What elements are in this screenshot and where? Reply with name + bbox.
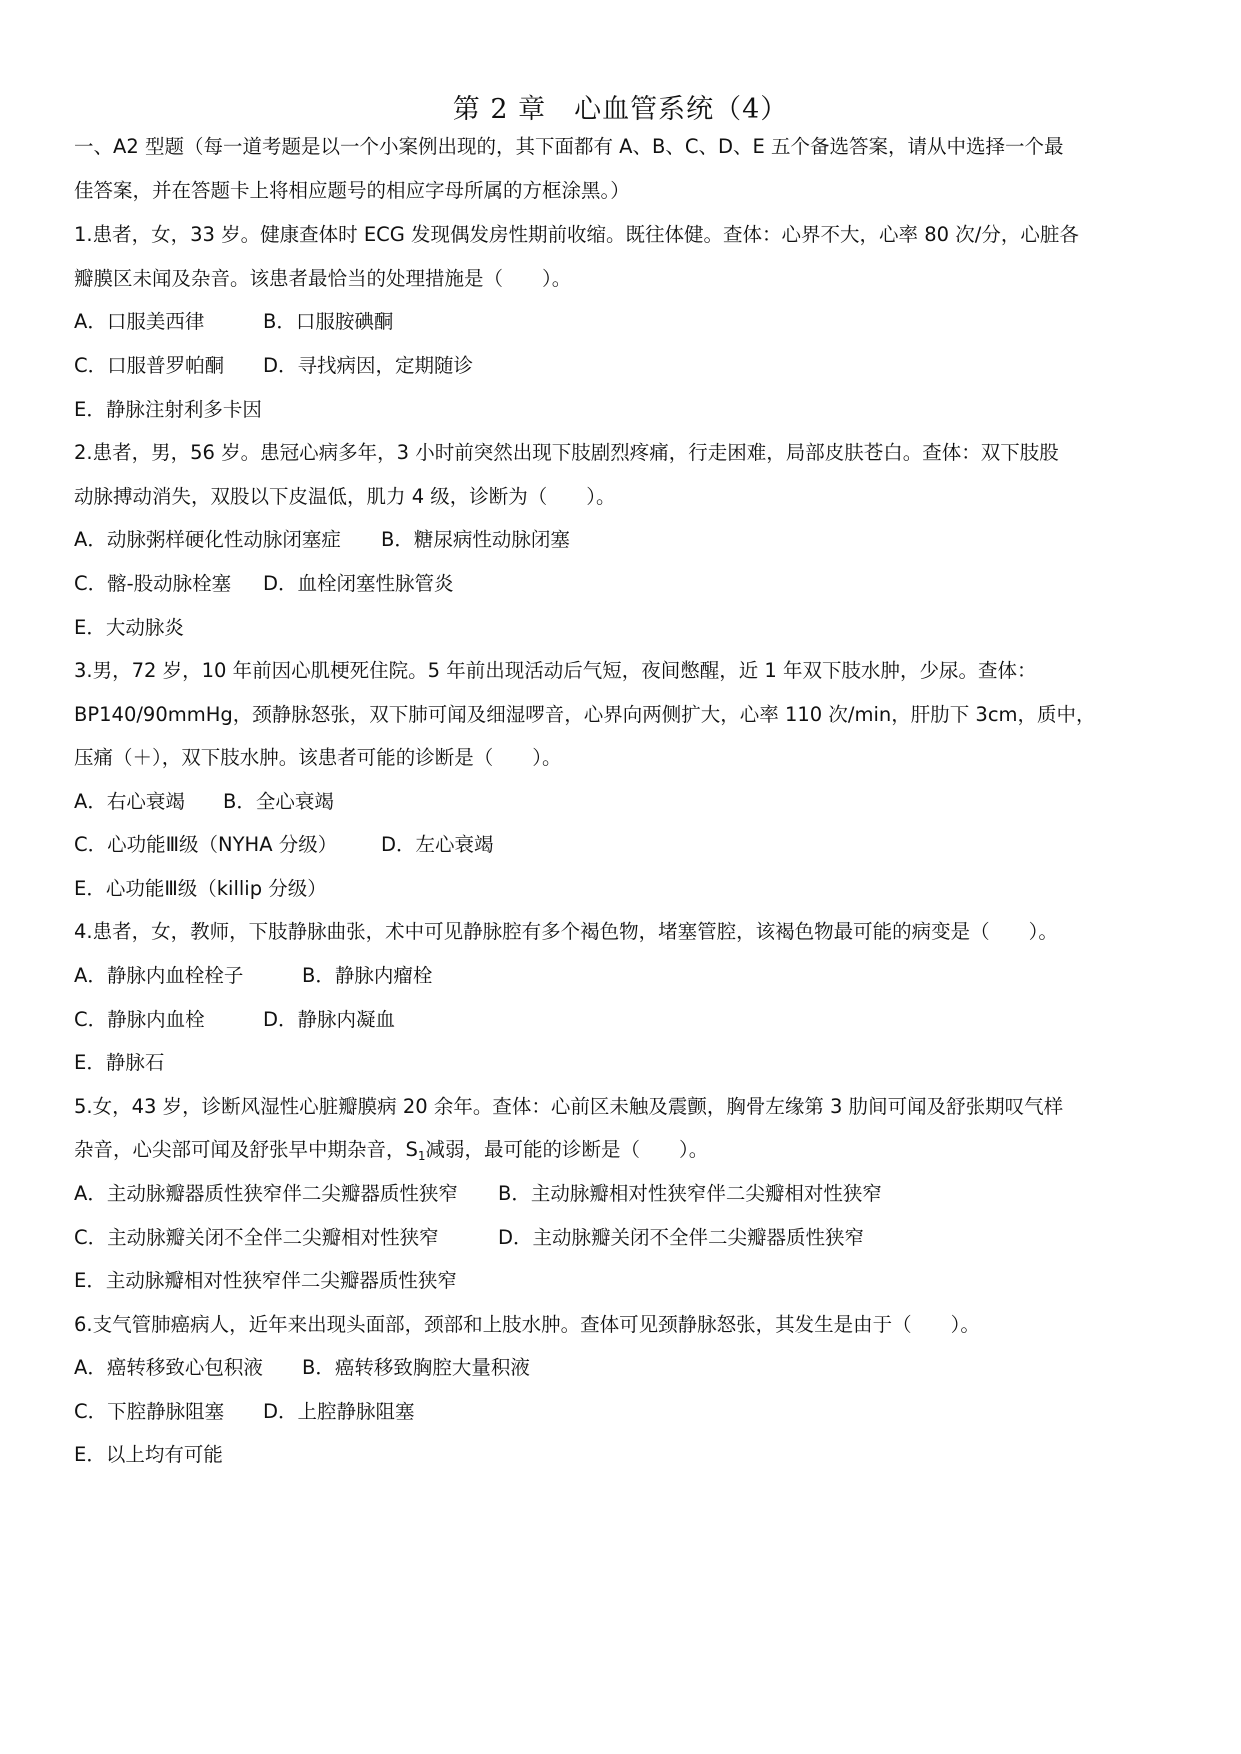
question-6-option-row [74, 1441, 223, 1469]
question-4-option-a: A．静脉内血栓栓子 [74, 964, 244, 987]
question-1-option-c: C．口服普罗帕酮 [74, 354, 225, 377]
question-2-option-a: A．动脉粥样硬化性动脉闭塞症 [74, 528, 341, 551]
question-4-option-row [74, 962, 433, 990]
question-6-option-row [74, 1354, 530, 1382]
question-3-option-b: B．全心衰竭 [223, 790, 334, 813]
question-3-option-row [74, 831, 494, 859]
instructions-line-2: 佳答案，并在答题卡上将相应题号的相应字母所属的方框涂黑。） [74, 179, 630, 202]
question-6-option-e: E．以上均有可能 [74, 1443, 223, 1466]
question-2-option-b: B．糖尿病性动脉闭塞 [381, 528, 570, 551]
question-5-option-a: A．主动脉瓣器质性狭窄伴二尖瓣器质性狭窄 [74, 1182, 458, 1205]
question-1-option-row [74, 352, 474, 380]
question-2-option-d: D．血栓闭塞性脉管炎 [263, 572, 454, 595]
question-3-option-d: D．左心衰竭 [381, 833, 494, 856]
question-4-option-c: C．静脉内血栓 [74, 1008, 205, 1031]
question-1-option-a: A．口服美西律 [74, 310, 205, 333]
question-3-option-row [74, 788, 334, 816]
question-5-option-row [74, 1180, 882, 1208]
question-5-option-b: B．主动脉瓣相对性狭窄伴二尖瓣相对性狭窄 [498, 1182, 882, 1205]
question-3-option-row [74, 875, 327, 903]
question-4-stem-line-1: 4.患者，女，教师，下肢静脉曲张，术中可见静脉腔有多个褐色物，堵塞管腔，该褐色物最可能的病变是（ ）。 [74, 920, 1058, 943]
question-1-stem-line-2: 瓣膜区未闻及杂音。该患者最恰当的处理措施是（ ）。 [74, 267, 572, 290]
question-6-stem-line-1: 6.支气管肺癌病人，近年来出现头面部，颈部和上肢水肿。查体可见颈静脉怒张，其发生是由于（ ）。 [74, 1313, 980, 1336]
question-5-option-c: C．主动脉瓣关闭不全伴二尖瓣相对性狭窄 [74, 1226, 439, 1249]
question-5-stem-text-a: 杂音，心尖部可闻及舒张早中期杂音， [74, 1138, 406, 1161]
question-4-option-row [74, 1049, 164, 1077]
question-5-stem-line-2 [74, 1136, 708, 1164]
question-2-stem-line-1: 2.患者，男，56 岁。患冠心病多年，3 小时前突然出现下肢剧烈疼痛，行走困难，局部皮肤苍白。查体：双下肢股 [74, 441, 1059, 464]
question-1-stem-line-1: 1.患者，女，33 岁。健康查体时 ECG 发现偶发房性期前收缩。既往体健。查体：心界不大，心率 80 次/分，心脏各 [74, 223, 1079, 246]
question-6-option-d: D．上腔静脉阻塞 [263, 1400, 415, 1423]
question-3-option-e: E．心功能Ⅲ级（killip 分级） [74, 877, 327, 900]
question-2-stem-line-2: 动脉搏动消失，双股以下皮温低，肌力 4 级，诊断为（ ）。 [74, 485, 616, 508]
question-2-option-row [74, 526, 570, 554]
question-6-option-c: C．下腔静脉阻塞 [74, 1400, 225, 1423]
question-1-option-row [74, 396, 262, 424]
instructions-line-1: 一、A2 型题（每一道考题是以一个小案例出现的，其下面都有 A、B、C、D、E 五个备选答案，请从中选择一个最 [74, 135, 1064, 158]
question-5-option-row [74, 1224, 865, 1252]
s1-base: S [405, 1138, 418, 1161]
question-5-option-row [74, 1267, 457, 1295]
question-6-option-b: B．癌转移致胸腔大量积液 [302, 1356, 530, 1379]
question-2-option-row [74, 570, 454, 598]
question-2-option-c: C．髂-股动脉栓塞 [74, 572, 232, 595]
s1-subscript: 1 [417, 1149, 426, 1163]
question-3-stem-line-1: 3.男，72 岁，10 年前因心肌梗死住院。5 年前出现活动后气短，夜间憋醒，近 1 年双下肢水肿，少尿。查体： [74, 659, 1037, 682]
question-1-option-e: E．静脉注射利多卡因 [74, 398, 262, 421]
question-2-option-e: E．大动脉炎 [74, 616, 184, 639]
question-1-option-row [74, 308, 394, 336]
question-4-option-row [74, 1006, 396, 1034]
s1-heart-sound [406, 1138, 426, 1161]
question-5-stem-text-b: 减弱，最可能的诊断是（ ）。 [425, 1138, 709, 1161]
question-3-option-a: A．右心衰竭 [74, 790, 185, 813]
question-5-option-d: D．主动脉瓣关闭不全伴二尖瓣器质性狭窄 [498, 1226, 865, 1249]
question-6-option-a: A．癌转移致心包积液 [74, 1356, 263, 1379]
question-5-option-e: E．主动脉瓣相对性狭窄伴二尖瓣器质性狭窄 [74, 1269, 457, 1292]
question-4-option-e: E．静脉石 [74, 1051, 165, 1074]
question-4-option-d: D．静脉内凝血 [263, 1008, 396, 1031]
question-1-option-d: D．寻找病因，定期随诊 [263, 354, 474, 377]
question-3-option-c: C．心功能Ⅲ级（NYHA 分级） [74, 833, 338, 856]
question-3-stem-line-2: BP140/90mmHg，颈静脉怒张，双下肺可闻及细湿啰音，心界向两侧扩大，心率 110 次/min，肝肋下 3cm，质中， [74, 703, 1096, 726]
question-3-stem-line-3: 压痛（＋），双下肢水肿。该患者可能的诊断是（ ）。 [74, 746, 562, 769]
page-title: 第 2 章 心血管系统（4） [452, 94, 789, 125]
question-5-stem-line-1: 5.女，43 岁，诊断风湿性心脏瓣膜病 20 余年。查体：心前区未触及震颤，胸骨左缘第 3 肋间可闻及舒张期叹气样 [74, 1095, 1064, 1118]
question-6-option-row [74, 1398, 415, 1426]
question-4-option-b: B．静脉内瘤栓 [302, 964, 433, 987]
question-1-option-b: B．口服胺碘酮 [263, 310, 394, 333]
question-2-option-row [74, 614, 184, 642]
